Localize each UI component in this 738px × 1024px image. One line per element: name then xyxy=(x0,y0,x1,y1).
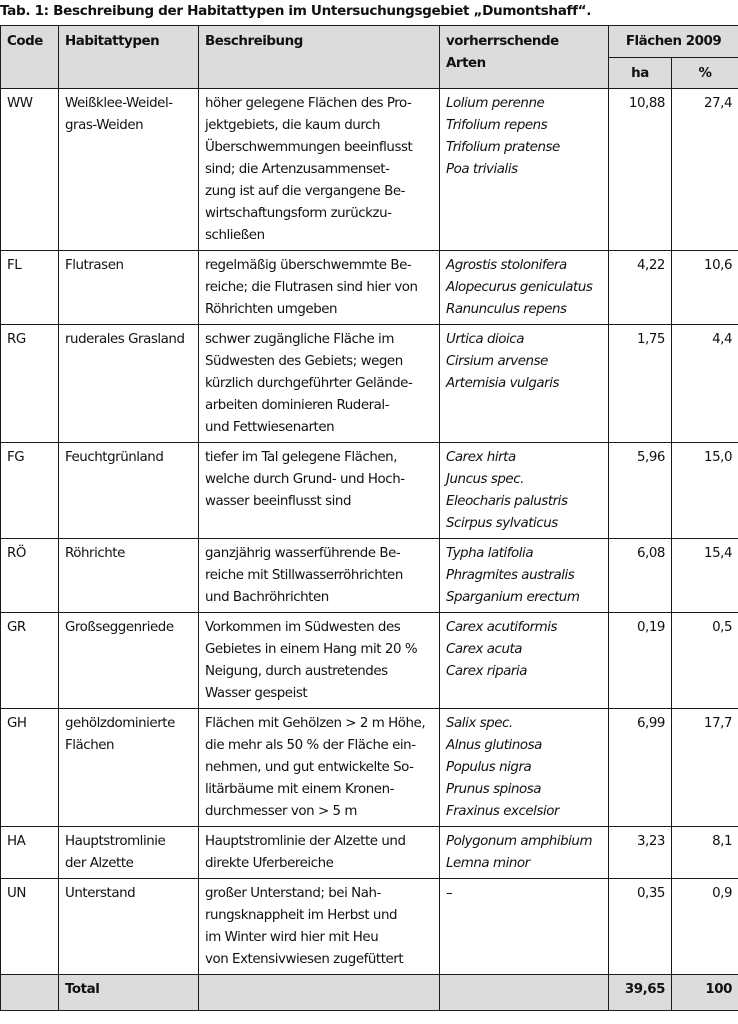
species-name: Ranunculus repens xyxy=(446,302,567,317)
cell-description xyxy=(199,613,440,709)
cell-code: RG xyxy=(1,325,59,443)
total-row xyxy=(1,975,738,1011)
description-line: wasser beeinflusst sind xyxy=(205,494,352,509)
cell-area-ha: 3,23 xyxy=(609,827,672,879)
table-row xyxy=(1,443,738,539)
cell-code: WW xyxy=(1,89,59,251)
cell-area-percent: 27,4 xyxy=(672,89,738,251)
cell-species xyxy=(440,443,609,539)
description-line: und Bachröhrichten xyxy=(205,590,329,605)
cell-habitat-type: Flutrasen xyxy=(59,251,199,325)
cell-habitat-type: Röhrichte xyxy=(59,539,199,613)
cell-area-percent: 15,0 xyxy=(672,443,738,539)
cell-code: RÖ xyxy=(1,539,59,613)
cell-code: GH xyxy=(1,709,59,827)
cell-description xyxy=(199,539,440,613)
cell-species xyxy=(440,827,609,879)
species-name: Trifolium repens xyxy=(446,118,548,133)
species-name: Sparganium erectum xyxy=(446,590,580,605)
table-row xyxy=(1,879,738,975)
cell-code: FG xyxy=(1,443,59,539)
description-line: Gebietes in einem Hang mit 20 % xyxy=(205,642,418,657)
species-name: Lolium perenne xyxy=(446,96,545,111)
description-line: direkte Uferbereiche xyxy=(205,856,334,871)
table-caption: Tab. 1: Beschreibung der Habitattypen im Untersuchungsgebiet „Dumontshaff“. xyxy=(0,3,592,19)
total-percent: 100 xyxy=(672,975,738,1011)
description-line: höher gelegene Flächen des Pro- xyxy=(205,96,412,111)
species-name: Cirsium arvense xyxy=(446,354,548,369)
cell-habitat-type: Weißklee-Weidel- gras-Weiden xyxy=(59,89,199,251)
cell-description xyxy=(199,89,440,251)
species-name: Typha latifolia xyxy=(446,546,534,561)
cell-species xyxy=(440,251,609,325)
cell-area-percent: 10,6 xyxy=(672,251,738,325)
cell-area-percent: 17,7 xyxy=(672,709,738,827)
cell-description xyxy=(199,325,440,443)
description-line: Flächen mit Gehölzen > 2 m Höhe, xyxy=(205,716,426,731)
header-habitat-types: Habitattypen xyxy=(59,26,199,89)
species-name: Salix spec. xyxy=(446,716,513,731)
description-line: schwer zugängliche Fläche im xyxy=(205,332,394,347)
cell-habitat-type: Hauptstromlinie der Alzette xyxy=(59,827,199,879)
species-name: – xyxy=(446,886,453,901)
cell-area-ha: 10,88 xyxy=(609,89,672,251)
total-empty-cell xyxy=(199,975,440,1011)
cell-species xyxy=(440,879,609,975)
species-name: Poa trivialis xyxy=(446,162,518,177)
description-line: arbeiten dominieren Ruderal- xyxy=(205,398,390,413)
cell-area-ha: 1,75 xyxy=(609,325,672,443)
header-description: Beschreibung xyxy=(199,26,440,89)
description-line: Südwesten des Gebiets; wegen xyxy=(205,354,403,369)
cell-area-percent: 8,1 xyxy=(672,827,738,879)
cell-area-percent: 0,5 xyxy=(672,613,738,709)
total-ha: 39,65 xyxy=(609,975,672,1011)
cell-species xyxy=(440,709,609,827)
header-ha: ha xyxy=(609,58,672,89)
cell-description xyxy=(199,879,440,975)
cell-habitat-type: ruderales Grasland xyxy=(59,325,199,443)
species-name: Scirpus sylvaticus xyxy=(446,516,558,531)
species-name: Trifolium pratense xyxy=(446,140,560,155)
description-line: reiche; die Flutrasen sind hier von xyxy=(205,280,418,295)
cell-species xyxy=(440,89,609,251)
cell-code: UN xyxy=(1,879,59,975)
species-name: Eleocharis palustris xyxy=(446,494,568,509)
cell-area-ha: 6,08 xyxy=(609,539,672,613)
cell-species xyxy=(440,613,609,709)
species-name: Carex acutiformis xyxy=(446,620,558,635)
cell-area-percent: 15,4 xyxy=(672,539,738,613)
species-name: Prunus spinosa xyxy=(446,782,542,797)
cell-area-ha: 0,19 xyxy=(609,613,672,709)
description-line: reiche mit Stillwasserröhrichten xyxy=(205,568,403,583)
description-line: Hauptstromlinie der Alzette und xyxy=(205,834,406,849)
description-line: und Fettwiesenarten xyxy=(205,420,335,435)
species-name: Carex riparia xyxy=(446,664,527,679)
cell-habitat-type: Feuchtgrünland xyxy=(59,443,199,539)
description-line: Vorkommen im Südwesten des xyxy=(205,620,401,635)
description-line: tiefer im Tal gelegene Flächen, xyxy=(205,450,398,465)
header-row xyxy=(1,26,738,58)
cell-area-ha: 5,96 xyxy=(609,443,672,539)
description-line: Neigung, durch austretendes xyxy=(205,664,388,679)
cell-area-ha: 0,35 xyxy=(609,879,672,975)
cell-area-percent: 0,9 xyxy=(672,879,738,975)
description-line: welche durch Grund- und Hoch- xyxy=(205,472,405,487)
table-row xyxy=(1,251,738,325)
species-name: Alopecurus geniculatus xyxy=(446,280,593,295)
description-line: Röhrichten umgeben xyxy=(205,302,338,317)
cell-species xyxy=(440,539,609,613)
species-name: Phragmites australis xyxy=(446,568,575,583)
cell-habitat-type: Großseggenriede xyxy=(59,613,199,709)
cell-description xyxy=(199,827,440,879)
description-line: ganzjährig wasserführende Be- xyxy=(205,546,401,561)
table-row xyxy=(1,539,738,613)
header-code: Code xyxy=(1,26,59,89)
description-line: zung ist auf die vergangene Be- xyxy=(205,184,405,199)
description-line: rungsknappheit im Herbst und xyxy=(205,908,398,923)
species-name: Populus nigra xyxy=(446,760,532,775)
total-empty-cell xyxy=(1,975,59,1011)
cell-description xyxy=(199,251,440,325)
description-line: Überschwemmungen beeinflusst xyxy=(205,140,413,155)
description-line: Wasser gespeist xyxy=(205,686,308,701)
table-body xyxy=(1,89,738,975)
cell-area-ha: 6,99 xyxy=(609,709,672,827)
cell-description xyxy=(199,443,440,539)
description-line: von Extensivwiesen zugefüttert xyxy=(205,952,404,967)
description-line: nehmen, und gut entwickelte So- xyxy=(205,760,414,775)
species-name: Fraxinus excelsior xyxy=(446,804,560,819)
description-line: kürzlich durchgeführter Gelände- xyxy=(205,376,413,391)
description-line: litärbäume mit einem Kronen- xyxy=(205,782,395,797)
header-percent: % xyxy=(672,58,738,89)
species-name: Alnus glutinosa xyxy=(446,738,542,753)
species-name: Carex acuta xyxy=(446,642,523,657)
description-line: durchmesser von > 5 m xyxy=(205,804,357,819)
table-row xyxy=(1,325,738,443)
description-line: wirtschaftungsform zurückzu- xyxy=(205,206,392,221)
species-name: Polygonum amphibium xyxy=(446,834,593,849)
description-line: im Winter wird hier mit Heu xyxy=(205,930,379,945)
species-name: Agrostis stolonifera xyxy=(446,258,567,273)
description-line: großer Unterstand; bei Nah- xyxy=(205,886,381,901)
total-label: Total xyxy=(59,975,199,1011)
cell-description xyxy=(199,709,440,827)
table-row xyxy=(1,613,738,709)
table-row xyxy=(1,709,738,827)
header-area-2009: Flächen 2009 xyxy=(609,26,738,58)
total-empty-cell xyxy=(440,975,609,1011)
description-line: schließen xyxy=(205,228,265,243)
description-line: die mehr als 50 % der Fläche ein- xyxy=(205,738,416,753)
header-dominant-species: vorherrschende Arten xyxy=(440,26,609,89)
cell-area-percent: 4,4 xyxy=(672,325,738,443)
habitat-table xyxy=(0,25,738,1011)
table-row xyxy=(1,89,738,251)
table-row xyxy=(1,827,738,879)
species-name: Lemna minor xyxy=(446,856,530,871)
cell-habitat-type: Unterstand xyxy=(59,879,199,975)
description-line: sind; die Artenzusammenset- xyxy=(205,162,390,177)
species-name: Juncus spec. xyxy=(446,472,524,487)
species-name: Carex hirta xyxy=(446,450,516,465)
species-name: Urtica dioica xyxy=(446,332,524,347)
cell-code: GR xyxy=(1,613,59,709)
cell-habitat-type: gehölzdominierte Flächen xyxy=(59,709,199,827)
cell-code: FL xyxy=(1,251,59,325)
description-line: jektgebiets, die kaum durch xyxy=(205,118,381,133)
cell-area-ha: 4,22 xyxy=(609,251,672,325)
cell-species xyxy=(440,325,609,443)
cell-code: HA xyxy=(1,827,59,879)
description-line: regelmäßig überschwemmte Be- xyxy=(205,258,412,273)
species-name: Artemisia vulgaris xyxy=(446,376,560,391)
